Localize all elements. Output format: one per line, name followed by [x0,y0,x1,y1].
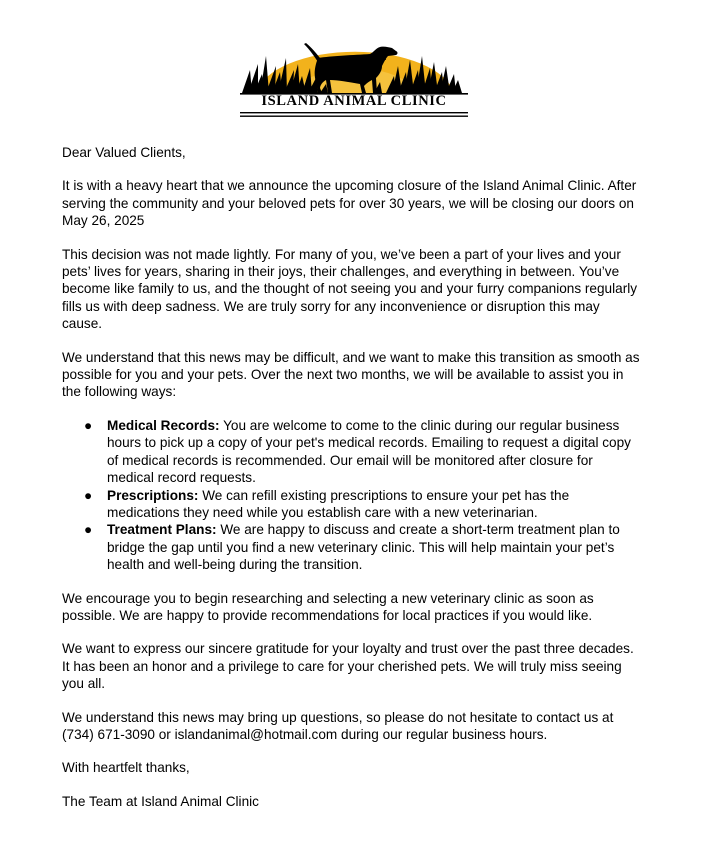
assistance-list [62,417,642,574]
list-item-medical-records [62,417,642,487]
paragraph-recommendations: We encourage you to begin researching and selecting a new veterinary clinic as soon as possible. We are happy to provide recommendations for local practices if you would like. [62,590,594,623]
paragraph-gratitude: We want to express our sincere gratitude for your loyalty and trust over the past three decades. It has been an honor and a privilege to care for your cherished pets. We will truly miss seeing you all. [62,641,634,692]
letter-body [62,144,642,826]
bullet-icon: ● [84,522,93,538]
list-item-text: You are welcome to come to the clinic during our regular business hours to pick up a copy of your pet's medical records. Emailing to request a digital copy of medical records is recommended. Our email will be monitored after closure for medical record requests. [107,417,631,486]
bullet-icon: ● [84,487,93,503]
list-item-prescriptions [62,487,642,522]
clinic-logo-text: ISLAND ANIMAL CLINIC [261,93,447,109]
paragraph-contact: We understand this news may bring up questions, so please do not hesitate to contact us at (734) 671-3090 or islandanimal@hotmail.com during our regular business hours. [62,709,614,742]
paragraph-decision: This decision was not made lightly. For many of you, we’ve been a part of your lives and your pets’ lives for years, sharing in their joys, their challenges, and everything in between. You’ve become like family to us, and the thought of not seeing you and your furry companions regularly fills us with deep sadness. We are truly sorry for any inconvenience or disruption this may cause. [62,246,638,332]
list-item-title: Medical Records: [107,417,220,433]
paragraph-transition: We understand that this news may be difficult, and we want to make this transition as smooth as possible for you and your pets. Over the next two months, we will be available to assist you in the following ways: [62,349,640,400]
bullet-icon: ● [84,417,93,433]
closing: With heartfelt thanks, [62,760,190,776]
list-item-treatment-plans [62,521,642,573]
list-item-title: Treatment Plans: [107,522,217,538]
list-item-text: We can refill existing prescriptions to ensure your pet has the medications they need while you establish care with a new veterinarian. [107,487,570,520]
list-item-title: Prescriptions: [107,487,199,503]
paragraph-announcement: It is with a heavy heart that we announce the upcoming closure of the Island Animal Clinic. After serving the community and your beloved pets for over 30 years, we will be closing our doors on May 26, 2025 [62,178,637,229]
signature: The Team at Island Animal Clinic [62,793,259,809]
logo-graphic [236,36,472,126]
greeting: Dear Valued Clients, [62,145,186,160]
list-item-text: We are happy to discuss and create a short-term treatment plan to bridge the gap until you find a new veterinary clinic. This will help maintain your pet’s health and well-being during the transition. [107,522,620,573]
clinic-logo [236,36,472,126]
